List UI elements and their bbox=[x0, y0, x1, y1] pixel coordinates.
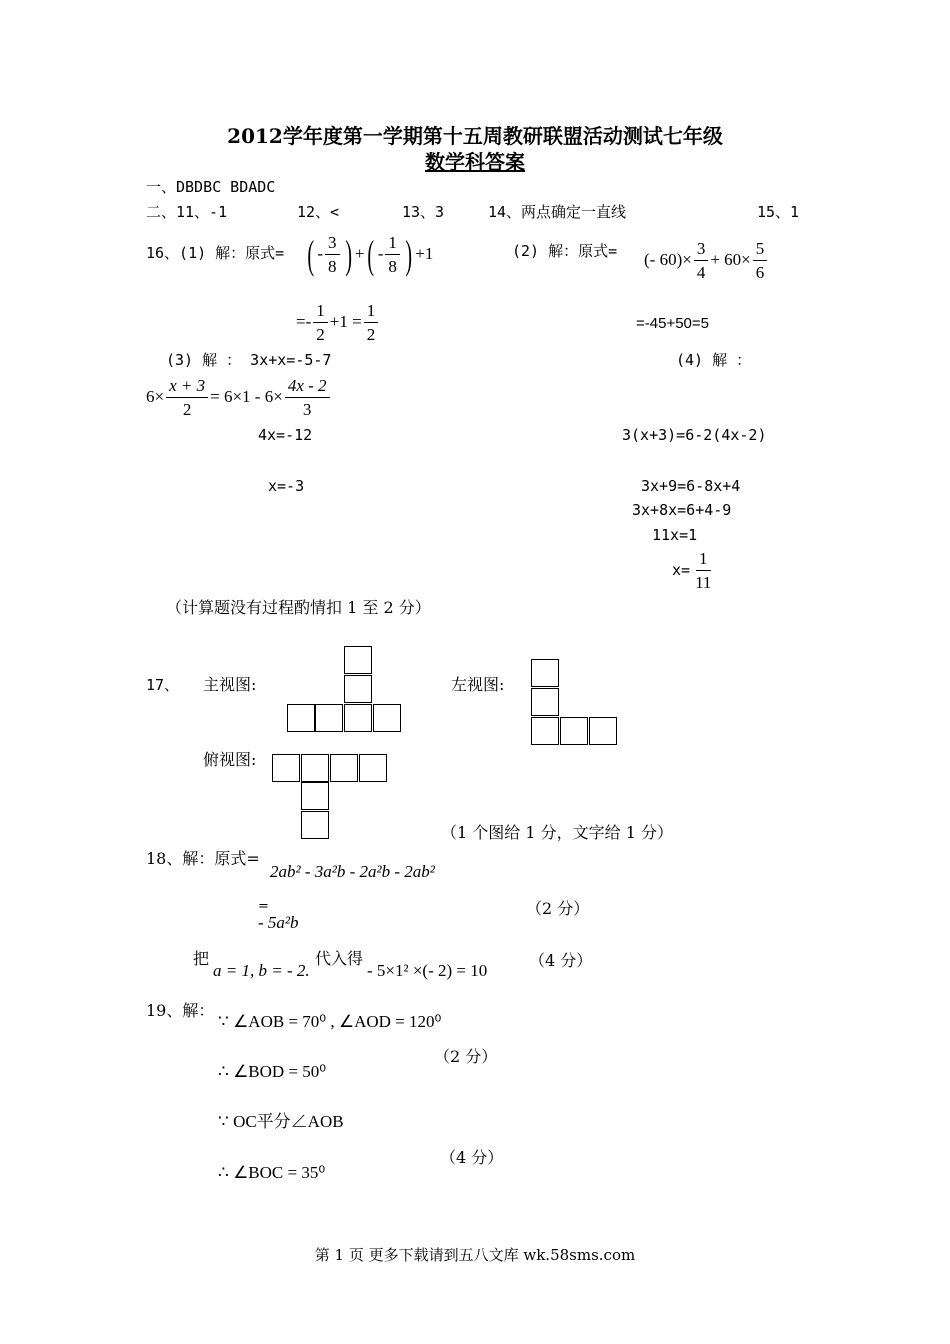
q18-sub-prefix: 把 bbox=[193, 949, 210, 968]
section1-answers: 一、DBDBC BDADC bbox=[146, 178, 276, 196]
q16-p2-label: (2) 解：原式= bbox=[512, 242, 618, 260]
q18-sub-mid: 代入得 bbox=[315, 949, 364, 968]
q11-answer: 二、11、-1 bbox=[146, 203, 228, 221]
q18-score1: （2 分） bbox=[526, 899, 590, 918]
front-view-cell bbox=[344, 675, 372, 703]
q19-score2: （4 分） bbox=[440, 1148, 504, 1167]
q16-note: （计算题没有过程酌情扣 1 至 2 分） bbox=[166, 598, 431, 617]
q15-answer: 15、1 bbox=[757, 203, 800, 221]
top-view-cell bbox=[330, 754, 358, 782]
q16-p2-result: =-45+50=5 bbox=[636, 315, 709, 332]
front-view-cell bbox=[344, 646, 372, 674]
q19-line4: ∴ ∠BOC = 35⁰ bbox=[218, 1163, 326, 1182]
q16-p3-step3: x=-3 bbox=[268, 477, 305, 495]
top-view-cell bbox=[272, 754, 300, 782]
left-view-cell bbox=[589, 717, 617, 745]
q16-p3-step2: 4x=-12 bbox=[258, 426, 313, 444]
q19-line2: ∴ ∠BOD = 50⁰ bbox=[218, 1062, 327, 1081]
top-view-cell bbox=[301, 782, 329, 810]
q17-note: （1 个图给 1 分，文字给 1 分） bbox=[441, 823, 673, 842]
q16-p1-result: =- $\frac{1}{2}$ +1 = $\frac{1}{2}$ bbox=[296, 302, 380, 344]
page-footer: 第 1 页 更多下载请到五八文库 wk.58sms.com bbox=[314, 1246, 636, 1264]
q18-sub-condition: a = 1, b = - 2. bbox=[213, 961, 310, 980]
page-subtitle bbox=[0, 152, 950, 172]
front-view-cell bbox=[287, 704, 315, 732]
q13-answer: 13、3 bbox=[402, 203, 445, 221]
q17-left-label: 左视图: bbox=[451, 675, 505, 694]
left-view-cell bbox=[560, 717, 588, 745]
left-view-cell bbox=[531, 688, 559, 716]
top-view-cell bbox=[359, 754, 387, 782]
q14-answer: 14、两点确定一直线 bbox=[488, 203, 627, 221]
q19-label: 19、解： bbox=[146, 1001, 215, 1020]
q19-score1: （2 分） bbox=[434, 1047, 498, 1066]
front-view-cell bbox=[344, 704, 372, 732]
q17-top-label: 俯视图: bbox=[203, 750, 257, 769]
top-view-cell bbox=[301, 811, 329, 839]
front-view-cell bbox=[315, 704, 343, 732]
q16-p2-expression: (- 60)× $\frac{3}{4}$ + 60× $\frac{5}{6}$ bbox=[644, 240, 769, 282]
q16-p4-step5: 11x=1 bbox=[652, 526, 698, 544]
left-view-cell bbox=[531, 717, 559, 745]
q12-answer: 12、< bbox=[297, 203, 340, 221]
q16-p4-step6: x= $\frac{1}{11}$ bbox=[672, 549, 712, 592]
q17-label: 17、 bbox=[146, 676, 180, 694]
q16-p4-step4: 3x+8x=6+4-9 bbox=[632, 501, 732, 519]
q18-score2: （4 分） bbox=[529, 951, 593, 970]
q16-p4-step3: 3x+9=6-8x+4 bbox=[641, 477, 741, 495]
q18-sub-calc: - 5×1² ×(- 2) = 10 bbox=[367, 961, 488, 980]
q16-p4-label: (4) 解 ： bbox=[676, 351, 752, 369]
front-view-cell bbox=[373, 704, 401, 732]
q18-eq: = bbox=[258, 899, 269, 914]
q18-label: 18、解：原式= bbox=[146, 849, 260, 868]
q19-line1: ∵ ∠AOB = 70⁰ , ∠AOD = 120⁰ bbox=[218, 1012, 442, 1031]
subtitle-text: 数学科答案 bbox=[425, 150, 525, 174]
q18-result: - 5a²b bbox=[258, 913, 299, 932]
q16-p3-label: (3) 解 ： 3x+x=-5-7 bbox=[166, 351, 332, 369]
top-view-cell bbox=[301, 754, 329, 782]
q17-front-label: 主视图: bbox=[203, 675, 257, 694]
left-view-cell bbox=[531, 659, 559, 687]
q16-p4-equation: 6× $\frac{x + 3}{2}$ = 6×1 - 6× $\frac{4x - 2}{3}$ bbox=[146, 377, 332, 419]
q18-expression: 2ab² - 3a²b - 2a²b - 2ab² bbox=[270, 862, 435, 881]
q16-label: 16、(1) 解：原式= bbox=[146, 244, 285, 262]
q16-p4-step2: 3(x+3)=6-2(4x-2) bbox=[622, 426, 767, 444]
page-title: 2012学年度第一学期第十五周教研联盟活动测试七年级 bbox=[227, 124, 723, 148]
q19-line3: ∵ OC平分∠AOB bbox=[218, 1112, 344, 1131]
q16-p1-expression: ( - $\frac{3}{8}$ ) +( - $\frac{1}{8}$ ) +1 bbox=[307, 231, 434, 277]
